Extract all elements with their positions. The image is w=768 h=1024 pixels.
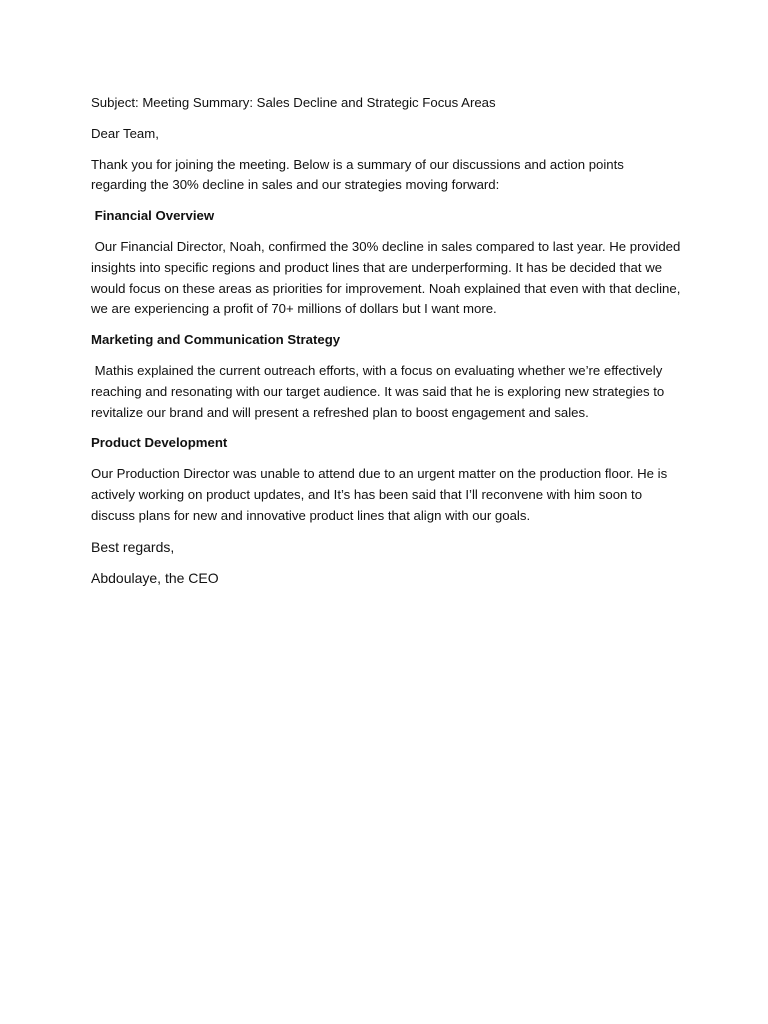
section-body-marketing: Mathis explained the current outreach efforts, with a focus on evaluating whether we’re effectively reaching and resonating with our target audience. It was said that he is exploring new strategies to revitalize our brand and will present a refreshed plan to boost engagement and sales. bbox=[91, 362, 668, 420]
section-heading-marketing: Marketing and Communication Strategy bbox=[91, 332, 341, 348]
email-closing: Best regards, bbox=[91, 538, 175, 555]
section-heading-financial: Financial Overview bbox=[91, 208, 215, 224]
section-heading-product: Product Development bbox=[91, 435, 228, 451]
section-body-financial: Our Financial Director, Noah, confirmed the 30% decline in sales compared to last year. He provided insights into specific regions and product lines that are underperforming. It has be decided that we would focus on these areas as priorities for improvement. Noah explained that even with that decline, we are experiencing a profit of 70+ millions of dollars but I want more. bbox=[91, 238, 685, 317]
email-signature: Abdoulaye, the CEO bbox=[91, 570, 219, 587]
email-subject: Subject: Meeting Summary: Sales Decline and Strategic Focus Areas bbox=[91, 95, 496, 110]
section-body-product: Our Production Director was unable to attend due to an urgent matter on the production floor. He is actively working on product updates, and It’s has been said that I’ll reconvene with him soon to discuss plans for new and innovative product lines that align with our goals. bbox=[91, 466, 668, 523]
email-body bbox=[91, 93, 685, 589]
email-greeting: Dear Team, bbox=[91, 125, 159, 141]
email-intro: Thank you for joining the meeting. Below is a summary of our discussions and action points regarding the 30% decline in sales and our strategies moving forward: bbox=[91, 156, 624, 193]
